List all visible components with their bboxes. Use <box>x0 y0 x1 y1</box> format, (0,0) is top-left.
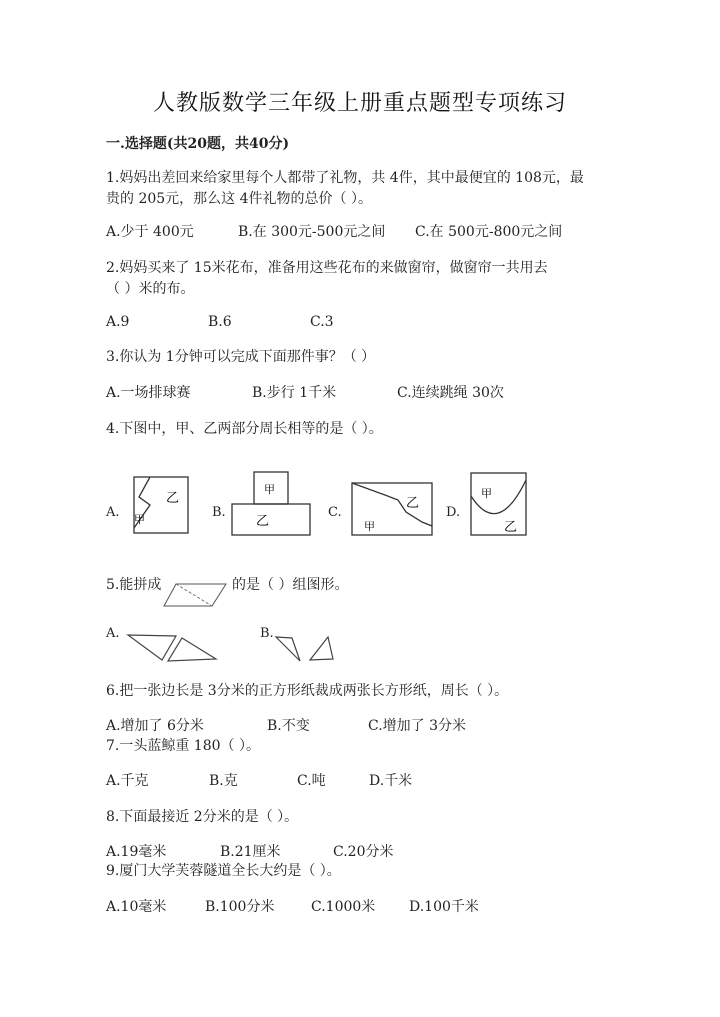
question-7-option-d[interactable]: D.千米 <box>369 773 413 789</box>
fig-d-label-yi: 乙 <box>504 520 518 535</box>
question-8-option-b[interactable]: B.21厘米 <box>220 844 281 860</box>
question-5-option-b[interactable]: B. <box>260 626 274 641</box>
fig-b-label-yi: 乙 <box>256 514 270 529</box>
question-9-stem: 9.厦门大学芙蓉隧道全长大约是（ ）。 <box>106 863 341 879</box>
option-a-triangles <box>128 635 216 661</box>
question-7-option-b[interactable]: B.克 <box>209 773 238 789</box>
question-3-option-c[interactable]: C.连续跳绳 30次 <box>397 385 504 401</box>
question-9-option-d[interactable]: D.100千米 <box>409 899 479 915</box>
section-heading: 一.选择题(共20题，共40分) <box>106 136 290 152</box>
question-6-option-b[interactable]: B.不变 <box>267 718 310 734</box>
question-2-stem-line2: （ ）米的布。 <box>106 281 195 297</box>
question-4-option-b[interactable]: B. <box>212 505 226 520</box>
question-5-figures <box>120 630 350 666</box>
question-4-option-a[interactable]: A. <box>106 505 120 520</box>
fig-a-label-jia: 甲 <box>134 513 145 526</box>
question-9-option-b[interactable]: B.100分米 <box>205 899 275 915</box>
question-5-stem-part1: 5.能拼成 <box>106 577 162 593</box>
question-2-option-b[interactable]: B.6 <box>208 314 232 330</box>
question-8-option-c[interactable]: C.20分米 <box>333 844 394 860</box>
option-b-triangles <box>276 637 333 661</box>
question-7-option-a[interactable]: A.千克 <box>106 773 149 789</box>
parallelogram-figure <box>162 582 230 610</box>
fig-c-label-yi: 乙 <box>406 496 420 511</box>
question-8-stem: 8.下面最接近 2分米的是（ ）。 <box>106 809 299 825</box>
figure-d <box>471 473 526 535</box>
question-5-option-a[interactable]: A. <box>106 626 120 641</box>
question-6-option-c[interactable]: C.增加了 3分米 <box>368 718 467 734</box>
question-4-stem: 4.下图中，甲、乙两部分周长相等的是（ ）。 <box>106 421 383 437</box>
question-1-stem-line2: 贵的 205元，那么这 4件礼物的总价（ ）。 <box>106 191 372 207</box>
figure-c <box>352 483 432 535</box>
question-1-option-b[interactable]: B.在 300元-500元之间 <box>238 224 386 240</box>
question-6-stem: 6.把一张边长是 3分米的正方形纸裁成两张长方形纸，周长（ ）。 <box>106 683 509 699</box>
fig-b-label-jia: 甲 <box>264 483 275 496</box>
figure-b <box>232 472 310 535</box>
question-2-stem-line1: 2.妈妈买来了 15米花布，准备用这些花布的来做窗帘，做窗帘一共用去 <box>106 260 548 276</box>
question-5-stem-part2: 的是（ ）组图形。 <box>232 577 349 593</box>
fig-c-label-jia: 甲 <box>364 520 375 533</box>
question-9-option-a[interactable]: A.10毫米 <box>106 899 167 915</box>
question-2-option-a[interactable]: A.9 <box>106 314 130 330</box>
question-3-stem: 3.你认为 1分钟可以完成下面那件事？（ ） <box>106 349 376 365</box>
figure-a <box>134 477 188 533</box>
question-3-option-a[interactable]: A.一场排球赛 <box>106 385 191 401</box>
question-7-option-c[interactable]: C.吨 <box>297 773 326 789</box>
question-3-option-b[interactable]: B.步行 1千米 <box>252 385 337 401</box>
question-2-option-c[interactable]: C.3 <box>310 314 334 330</box>
page-title: 人教版数学三年级上册重点题型专项练习 <box>152 91 567 116</box>
question-9-option-c[interactable]: C.1000米 <box>311 899 376 915</box>
question-4-figures <box>0 460 720 545</box>
question-1-stem-line1: 1.妈妈出差回来给家里每个人都带了礼物，共 4件，其中最便宜的 108元，最 <box>106 170 584 186</box>
question-6-option-a[interactable]: A.增加了 6分米 <box>106 718 204 734</box>
fig-d-label-jia: 甲 <box>481 487 492 500</box>
question-1-option-a[interactable]: A.少于 400元 <box>106 224 194 240</box>
question-4-option-c[interactable]: C. <box>328 505 342 520</box>
question-8-option-a[interactable]: A.19毫米 <box>106 844 167 860</box>
question-4-option-d[interactable]: D. <box>446 505 461 520</box>
fig-a-label-yi: 乙 <box>166 491 180 506</box>
question-7-stem: 7.一头蓝鲸重 180（ ）。 <box>106 738 260 754</box>
question-1-option-c[interactable]: C.在 500元-800元之间 <box>415 224 563 240</box>
